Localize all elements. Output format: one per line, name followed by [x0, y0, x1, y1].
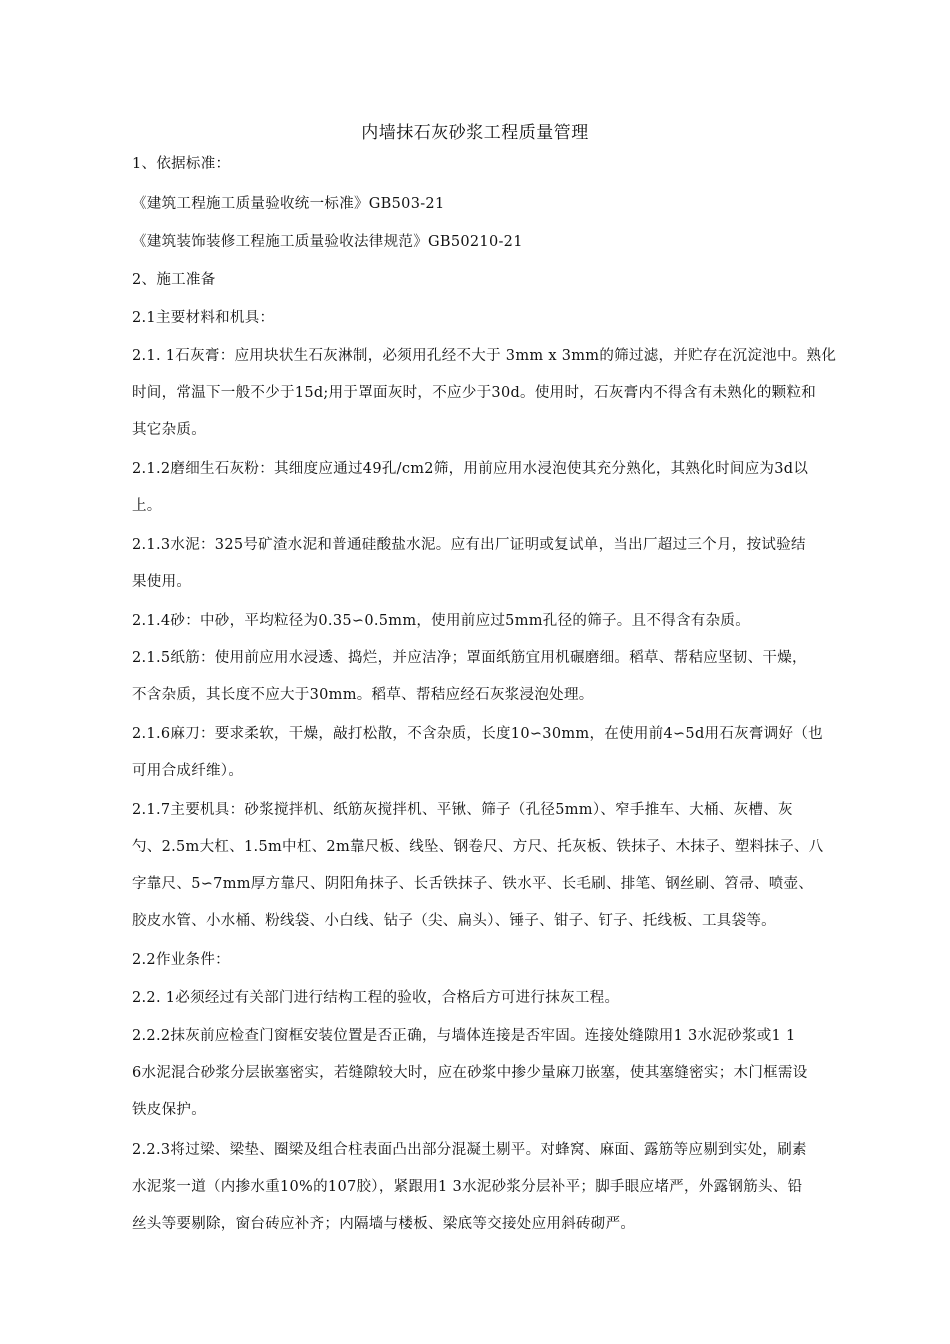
- line: 2.1主要材料和机具：: [132, 310, 275, 326]
- line: 2.1. 1石灰膏：应用块状生石灰淋制，必须用孔经不大于 3mm x 3mm的筛过滤，并贮存在沉淀池中。熟化: [132, 348, 837, 364]
- line: 《建筑装饰装修工程施工质量验收法律规范》GB50210-21: [132, 234, 523, 250]
- paragraph-11: [132, 716, 872, 790]
- paragraph-4: [132, 262, 872, 299]
- line: 2.2. 1必须经过有关部门进行结构工程的验收，合格后方可进行抹灰工程。: [132, 990, 620, 1006]
- line: 2.1.3水泥：325号矿渣水泥和普通硅酸盐水泥。应有出厂证明或复试单，当出厂超过三个月，按试验结: [132, 537, 806, 553]
- paragraph-1: [132, 146, 872, 183]
- paragraph-10: [132, 640, 872, 714]
- paragraph-12: [132, 792, 872, 940]
- line: 不含杂质，其长度不应大于30mm。稻草、帮秸应经石灰浆浸泡处理。: [132, 687, 594, 703]
- line: 上。: [132, 498, 162, 514]
- line: 铁皮保护。: [132, 1102, 206, 1118]
- line: 《建筑工程施工质量验收统一标准》GB503-21: [132, 196, 445, 212]
- line: 2、施工准备: [132, 272, 216, 288]
- paragraph-9: [132, 603, 872, 640]
- paragraph-2: [132, 186, 872, 223]
- line: 1、依据标准：: [132, 156, 231, 172]
- paragraph-3: [132, 224, 872, 261]
- paragraph-7: [132, 451, 872, 525]
- line: 2.2.3将过梁、梁垫、圈梁及组合柱表面凸出部分混凝土剔平。对蜂窝、麻面、露筋等应剔到实处，刷素: [132, 1142, 807, 1158]
- line: 2.1.2磨细生石灰粉：其细度应通过49孔/cm2筛，用前应用水浸泡使其充分熟化，其熟化时间应为3d以: [132, 461, 809, 477]
- line: 其它杂质。: [132, 422, 206, 438]
- line: 2.2作业条件：: [132, 952, 230, 968]
- document-title: 内墙抹石灰砂浆工程质量管理: [361, 123, 589, 143]
- line: 2.1.7主要机具：砂浆搅拌机、纸筋灰搅拌机、平锹、筛子（孔径5mm）、窄手推车、大桶、灰槽、灰: [132, 802, 793, 818]
- line: 2.1.6麻刀：要求柔软，干燥，敲打松散，不含杂质，长度10∽30mm，在使用前4∽5d用石灰膏调好（也: [132, 726, 823, 742]
- line: 2.1.5纸筋：使用前应用水浸透、捣烂，并应洁净；罩面纸筋宜用机碾磨细。稻草、帮秸应坚韧、干燥，: [132, 650, 807, 666]
- paragraph-14: [132, 980, 872, 1017]
- line: 勺、2.5m大杠、1.5m中杠、2m靠尺板、线坠、钢卷尺、方尺、托灰板、铁抹子、木抹子、塑料抹子、八: [132, 839, 824, 855]
- line: 字靠尺、5∽7mm厚方靠尺、阴阳角抹子、长舌铁抹子、铁水平、长毛刷、排笔、钢丝刷、笤帚、喷壶、: [132, 876, 814, 892]
- paragraph-16: [132, 1132, 872, 1243]
- paragraph-6: [132, 338, 872, 449]
- paragraph-15: [132, 1018, 872, 1129]
- line: 水泥浆一道（内掺水重10%的107胶），紧跟用1 3水泥砂浆分层补平；脚手眼应堵严，外露钢筋头、铅: [132, 1179, 803, 1195]
- line: 时间，常温下一般不少于15d;用于罩面灰时，不应少于30d。使用时，石灰膏内不得含有未熟化的颗粒和: [132, 385, 817, 401]
- line: 可用合成纤维）。: [132, 763, 244, 779]
- paragraph-8: [132, 527, 872, 601]
- line: 胶皮水管、小水桶、粉线袋、小白线、钻子（尖、扁头）、锤子、钳子、钉子、托线板、工具袋等。: [132, 913, 776, 929]
- line: 丝头等要剔除，窗台砖应补齐；内隔墙与楼板、梁底等交接处应用斜砖砌严。: [132, 1216, 636, 1232]
- line: 2.2.2抹灰前应检查门窗框安装位置是否正确，与墙体连接是否牢固。连接处缝隙用1 3水泥砂浆或1 1: [132, 1028, 796, 1044]
- line: 果使用。: [132, 574, 192, 590]
- paragraph-5: [132, 300, 872, 337]
- line: 2.1.4砂：中砂，平均粒径为0.35∽0.5mm，使用前应过5mm孔径的筛子。且不得含有杂质。: [132, 613, 751, 629]
- line: 6水泥混合砂浆分层嵌塞密实，若缝隙较大时，应在砂浆中掺少量麻刀嵌塞，使其塞缝密实；木门框需设: [132, 1065, 808, 1081]
- paragraph-13: [132, 942, 872, 979]
